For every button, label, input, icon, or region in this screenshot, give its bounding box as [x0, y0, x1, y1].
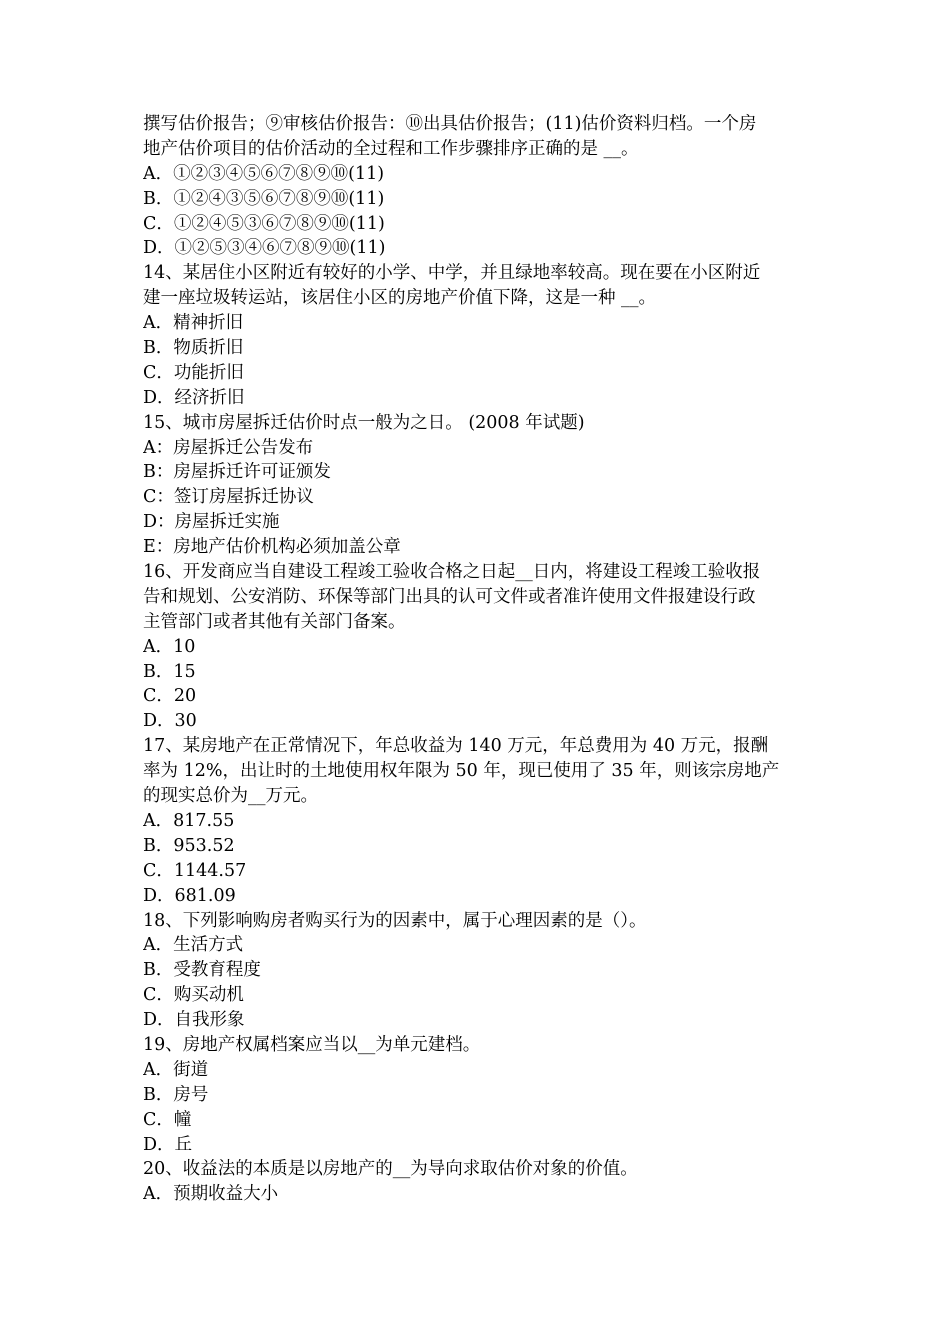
text-line: B．①②④③⑤⑥⑦⑧⑨⑩(11) [143, 188, 385, 209]
text-line: D．30 [143, 711, 197, 732]
text-line: 15、城市房屋拆迁估价时点一般为之日。 (2008 年试题) [143, 412, 585, 433]
text-line: E：房地产估价机构必须加盖公章 [143, 537, 401, 558]
text-line: D：房屋拆迁实施 [143, 512, 280, 533]
text-line: 建一座垃圾转运站，该居住小区的房地产价值下降，这是一种 __。 [143, 288, 657, 309]
text-line: A．精神折旧 [143, 313, 244, 334]
text-line: D．丘 [143, 1134, 193, 1155]
text-line: B．物质折旧 [143, 338, 244, 359]
text-line: 的现实总价为__万元。 [143, 786, 318, 807]
text-line: D．681.09 [143, 885, 236, 906]
text-line: 17、某房地产在正常情况下，年总收益为 140 万元，年总费用为 40 万元，报酬 [143, 736, 769, 757]
text-line: A．生活方式 [143, 935, 244, 956]
text-line: C：签订房屋拆迁协议 [143, 487, 314, 508]
text-line: 18、下列影响购房者购买行为的因素中，属于心理因素的是（）。 [143, 910, 647, 931]
text-line: 率为 12%，出让时的土地使用权年限为 50 年，现已使用了 35 年，则该宗房地产 [143, 761, 780, 782]
text-line: A．街道 [143, 1059, 209, 1080]
text-line: 撰写估价报告；⑨审核估价报告：⑩出具估价报告；(11)估价资料归档。一个房 [143, 114, 757, 134]
text-line: A：房屋拆迁公告发布 [143, 437, 314, 458]
text-line: C．20 [143, 686, 197, 707]
text-line: D．①②⑤③④⑥⑦⑧⑨⑩(11) [143, 238, 386, 259]
text-line: C．幢 [143, 1109, 192, 1130]
text-line: C．①②④⑤③⑥⑦⑧⑨⑩(11) [143, 213, 385, 234]
text-line: A．预期收益大小 [143, 1184, 279, 1205]
text-line: C．1144.57 [143, 860, 247, 881]
text-line: B．受教育程度 [143, 960, 261, 981]
text-line: C．功能折旧 [143, 362, 244, 383]
text-line: 告和规划、公安消防、环保等部门出具的认可文件或者准许使用文件报建设行政 [143, 586, 756, 607]
text-line: 主管部门或者其他有关部门备案。 [143, 611, 406, 632]
text-line: D．经济折旧 [143, 387, 245, 408]
text-line: B：房屋拆迁许可证颁发 [143, 462, 331, 483]
text-line: A．817.55 [143, 810, 235, 831]
text-line: B．15 [143, 661, 196, 682]
text-line: A．10 [143, 636, 196, 657]
text-line: A．①②③④⑤⑥⑦⑧⑨⑩(11) [143, 163, 385, 184]
text-line: 16、开发商应当自建设工程竣工验收合格之日起__日内，将建设工程竣工验收报 [143, 562, 761, 583]
text-line: 14、某居住小区附近有较好的小学、中学，并且绿地率较高。现在要在小区附近 [143, 263, 761, 284]
text-line: 20、收益法的本质是以房地产的__为导向求取估价对象的价值。 [143, 1159, 638, 1180]
text-line: B．房号 [143, 1084, 209, 1105]
text-line: 地产估价项目的估价活动的全过程和工作步骤排序正确的是 __。 [143, 138, 639, 159]
text-line: C．购买动机 [143, 985, 244, 1006]
text-line: 19、房地产权属档案应当以__为单元建档。 [143, 1034, 481, 1055]
document-body [143, 112, 811, 1207]
text-line: D．自我形象 [143, 1010, 245, 1031]
text-line: B．953.52 [143, 835, 235, 856]
